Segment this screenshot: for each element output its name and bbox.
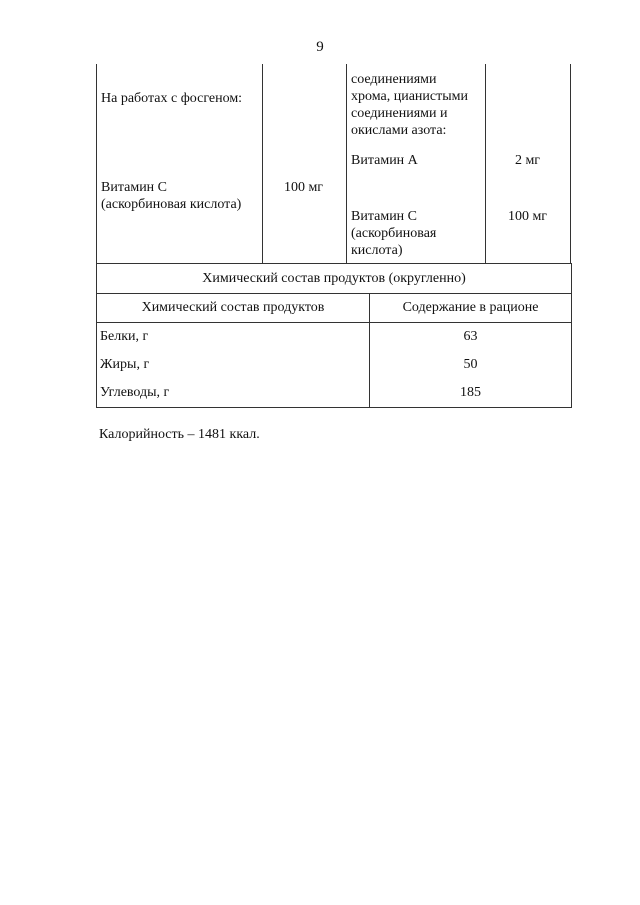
substance-line-3: соединениями и bbox=[351, 106, 448, 121]
vitamin-c-dose: 100 мг bbox=[283, 180, 324, 195]
composition-caption: Химический состав продуктов (округленно) bbox=[97, 264, 571, 294]
phosgene-work-label: На работах с фосгеном: bbox=[101, 91, 243, 106]
ascorbic-acid-label: (аскорбиновая кислота) bbox=[101, 197, 242, 212]
composition-table bbox=[96, 263, 572, 408]
substance-line-1: соединениями bbox=[351, 72, 437, 87]
row-value: 50 bbox=[463, 357, 478, 372]
acid-label-2: кислота) bbox=[351, 243, 403, 258]
header-content: Содержание в рационе bbox=[402, 300, 539, 315]
ascorbic-label-2: (аскорбиновая bbox=[351, 226, 437, 241]
row-value: 185 bbox=[460, 385, 481, 400]
vitamin-c-label: Витамин С bbox=[101, 180, 168, 195]
table-row bbox=[97, 379, 571, 407]
rations-table-continued bbox=[96, 64, 571, 263]
table-row bbox=[97, 323, 571, 351]
dose-column-2 bbox=[485, 64, 571, 263]
condition-column bbox=[96, 64, 263, 263]
row-name: Белки, г bbox=[97, 323, 370, 351]
row-name: Углеводы, г bbox=[97, 379, 370, 407]
substance-line-4: окислами азота: bbox=[351, 123, 447, 138]
page-number: 9 bbox=[316, 39, 324, 55]
table-row bbox=[97, 351, 571, 379]
dose-column bbox=[262, 64, 345, 263]
calorie-note: Калорийность – 1481 ккал. bbox=[99, 427, 260, 442]
header-composition: Химический состав продуктов bbox=[97, 294, 370, 322]
row-value: 63 bbox=[463, 329, 478, 344]
vitamin-a-label: Витамин А bbox=[351, 153, 418, 168]
vitamin-c-dose-2: 100 мг bbox=[507, 209, 548, 224]
vitamin-a-dose: 2 мг bbox=[514, 153, 541, 168]
composition-header-row bbox=[97, 294, 571, 323]
substance-column bbox=[346, 64, 486, 263]
row-name: Жиры, г bbox=[97, 351, 370, 379]
vitamin-c-label-2: Витамин С bbox=[351, 209, 418, 224]
substance-line-2: хрома, цианистыми bbox=[351, 89, 468, 104]
